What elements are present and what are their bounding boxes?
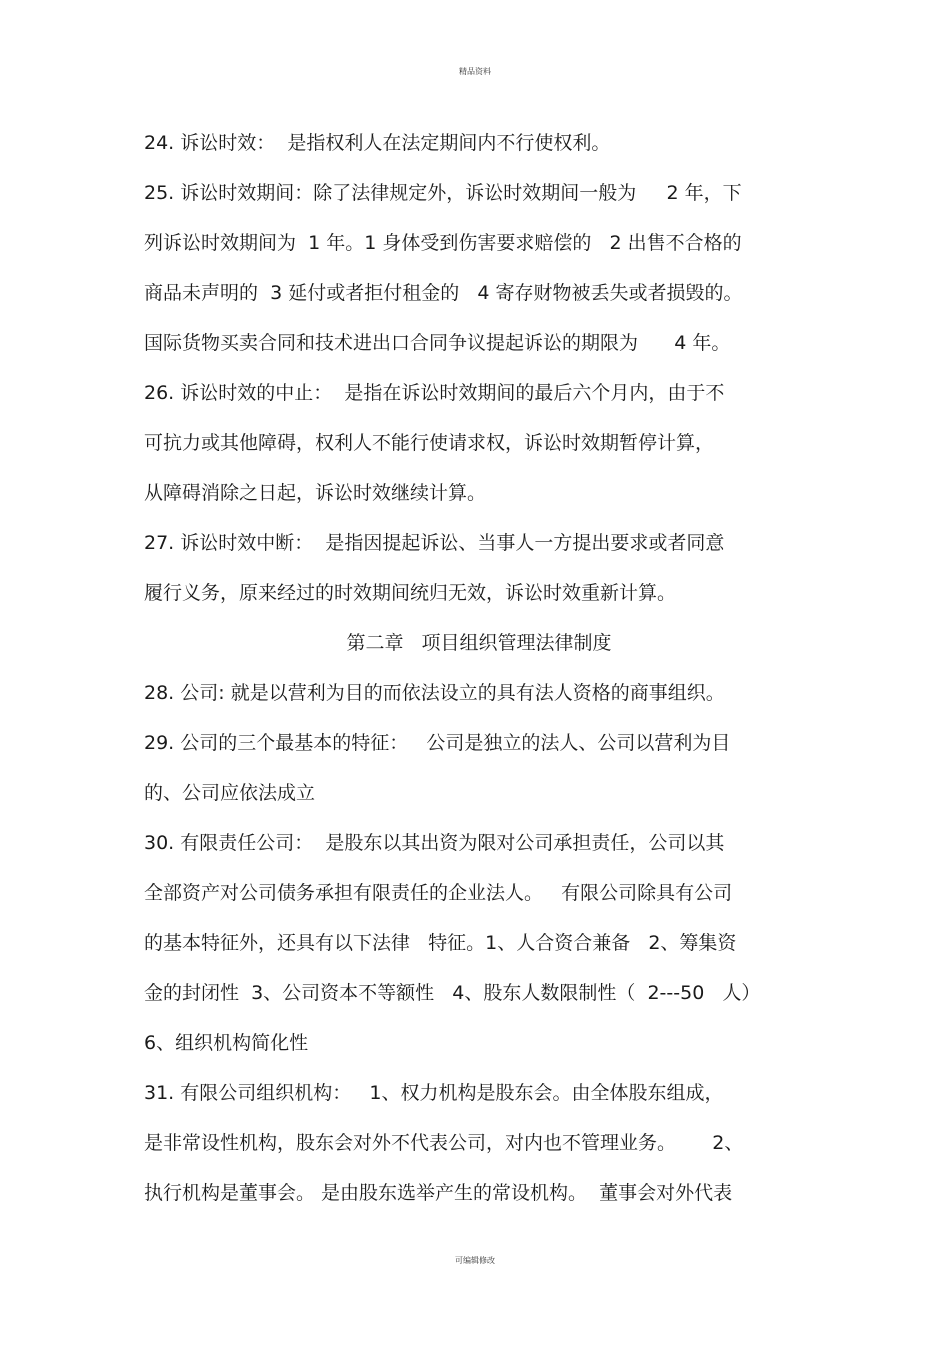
text-line-28: 28. 公司: 就是以营利为目的而依法设立的具有法人资格的商事组织。 [144,682,725,704]
text-line-30: 30. 有限责任公司： 是股东以其出资为限对公司承担责任，公司以其 [144,832,725,854]
text-line: 执行机构是董事会。 是由股东选举产生的常设机构。 董事会对外代表 [144,1182,733,1204]
text-line: 列诉讼时效期间为 1 年。1 身体受到伤害要求赔偿的 2 出售不合格的 [144,232,742,254]
text-line: 可抗力或其他障碍，权利人不能行使请求权，诉讼时效期暂停计算， [144,432,715,454]
text-line: 6、组织机构简化性 [144,1032,309,1054]
text-line-25: 25. 诉讼时效期间：除了法律规定外，诉讼时效期间一般为 2 年，下 [144,182,742,204]
text-line: 履行义务，原来经过的时效期间统归无效，诉讼时效重新计算。 [144,582,677,604]
text-line-31: 31. 有限公司组织机构： 1、权力机构是股东会。由全体股东组成， [144,1082,724,1104]
text-line: 全部资产对公司债务承担有限责任的企业法人。 有限公司除具有公司 [144,882,733,904]
text-line: 国际货物买卖合同和技术进出口合同争议提起诉讼的期限为 4 年。 [144,332,731,354]
text-line: 的基本特征外，还具有以下法律 特征。1、人合资合兼备 2、筹集资 [144,932,737,954]
chapter-heading: 第二章 项目组织管理法律制度 [346,632,612,654]
page-header: 精品资料 [459,67,491,76]
text-line: 金的封闭性 3、公司资本不等额性 4、股东人数限制性（ 2---50 人） [144,982,761,1004]
text-line-26: 26. 诉讼时效的中止： 是指在诉讼时效期间的最后六个月内，由于不 [144,382,725,404]
document-body [144,118,804,1218]
text-line: 从障碍消除之日起，诉讼时效继续计算。 [144,482,487,504]
text-line-29: 29. 公司的三个最基本的特征： 公司是独立的法人、公司以营利为目 [144,732,731,754]
text-line: 是非常设性机构，股东会对外不代表公司，对内也不管理业务。 2、 [144,1132,744,1154]
text-line: 的、公司应依法成立 [144,782,316,804]
text-line-24: 24. 诉讼时效： 是指权利人在法定期间内不行使权利。 [144,132,611,154]
text-line: 商品未声明的 3 延付或者拒付租金的 4 寄存财物被丢失或者损毁的。 [144,282,743,304]
page-footer: 可编辑修改 [455,1256,495,1265]
text-line-27: 27. 诉讼时效中断： 是指因提起诉讼、当事人一方提出要求或者同意 [144,532,725,554]
